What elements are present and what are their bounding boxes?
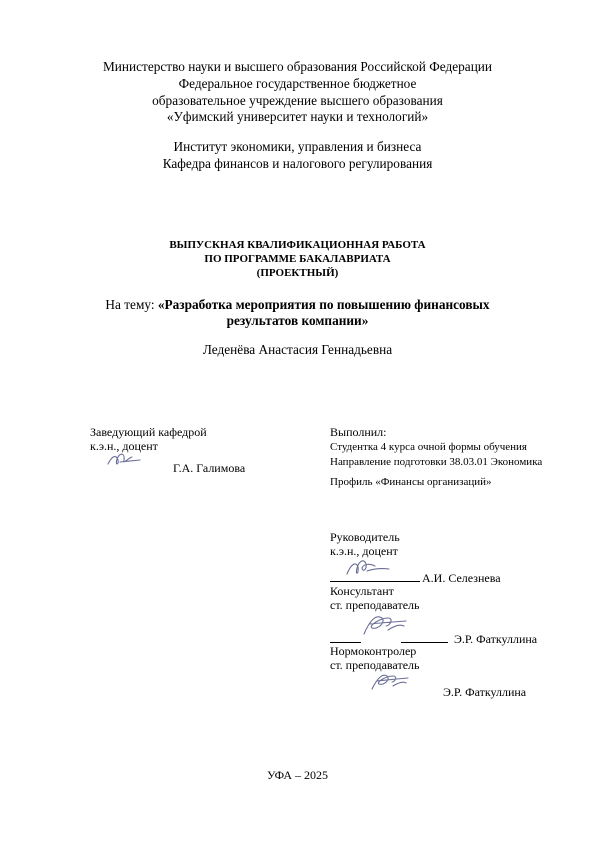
university-name: «Уфимский университет науки и технологий»	[166, 109, 429, 124]
profile-info: Профиль «Финансы организаций»	[330, 476, 492, 488]
normcontrol-degree: ст. преподаватель	[330, 658, 420, 672]
topic-prefix: На тему:	[105, 297, 158, 312]
consultant-degree: ст. преподаватель	[330, 598, 420, 612]
org-line-1: Федеральное государственное бюджетное	[178, 76, 417, 91]
normcontrol-title: Нормоконтролер	[330, 644, 417, 658]
org-line-2: образовательное учреждение высшего образования	[152, 93, 443, 108]
head-signature	[106, 450, 146, 470]
supervisor-degree: к.э.н., доцент	[330, 544, 398, 558]
consultant-underline-2	[401, 631, 448, 643]
institute-name: Институт экономики, управления и бизнеса	[173, 139, 422, 154]
supervisor-title: Руководитель	[330, 530, 400, 544]
student-info: Студентка 4 курса очной формы обучения	[330, 441, 527, 453]
head-name: Г.А. Галимова	[173, 461, 246, 475]
topic-line-1	[0, 296, 595, 313]
consultant-name: Э.Р. Фаткуллина	[454, 632, 538, 646]
normcontrol-name: Э.Р. Фаткуллина	[443, 685, 527, 699]
work-type-line-1: ВЫПУСКНАЯ КВАЛИФИКАЦИОННАЯ РАБОТА	[169, 239, 426, 251]
supervisor-name: А.И. Селезнева	[422, 571, 501, 585]
topic-title-part-2: результатов компании»	[226, 313, 369, 328]
city-year: УФА – 2025	[267, 768, 328, 782]
department-name: Кафедра финансов и налогового регулирования	[162, 156, 433, 171]
author-name: Леденёва Анастасия Геннадьевна	[202, 342, 393, 357]
consultant-title: Консультант	[330, 584, 394, 598]
topic-title-part-1: «Разработка мероприятия по повышению финансовых	[157, 297, 490, 312]
work-type-line-2: ПО ПРОГРАММЕ БАКАЛАВРИАТА	[204, 253, 391, 265]
consultant-underline-1	[330, 631, 361, 643]
head-title: Заведующий кафедрой	[90, 425, 207, 439]
ministry-line: Министерство науки и высшего образования Российской Федерации	[102, 59, 493, 74]
normcontrol-signature	[368, 669, 418, 693]
supervisor-underline	[330, 570, 420, 582]
direction-info: Направление подготовки 38.03.01 Экономика	[330, 456, 543, 468]
work-type-line-3: (ПРОЕКТНЫЙ)	[256, 267, 339, 279]
head-degree: к.э.н., доцент	[90, 439, 158, 453]
performed-label: Выполнил:	[330, 425, 387, 439]
